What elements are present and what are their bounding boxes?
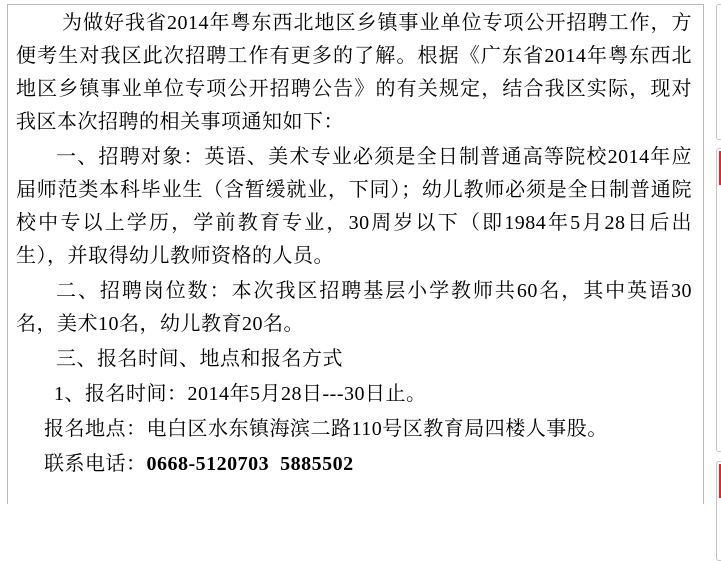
right-edge-card-middle [716, 148, 721, 452]
contact-phone-numbers: 0668-5120703 5885502 [146, 453, 354, 475]
paragraph-signup-section-heading: 三、报名时间、地点和报名方式 [56, 348, 343, 370]
right-edge-card-bottom [716, 461, 721, 561]
notice-document-panel [7, 4, 704, 504]
paragraph-intro: 为做好我省2014年粤东西北地区乡镇事业单位专项公开招聘工作，方便考生对我区此次招聘工作有更多的了解。根据《广东省2014年粤东西北地区乡镇事业单位专项公开招聘公告》的有关规定，结合我区实际，现对我区本次招聘的相关事项通知如下： [16, 12, 692, 133]
contact-phone-label: 联系电话： [44, 453, 147, 475]
paragraph-recruit-targets: 一、招聘对象：英语、美术专业必须是全日制普通高等院校2014年应届师范类本科毕业生（含暂缓就业，下同）；幼儿教师必须是全日制普通院校中专以上学历，学前教育专业，30周岁以下（即1984年5月28日后出生），并取得幼儿教师资格的人员。 [16, 146, 692, 267]
paragraph-signup-location: 报名地点：电白区水东镇海滨二路110号区教育局四楼人事股。 [44, 418, 608, 440]
paragraph-signup-time: 1、报名时间：2014年5月28日---30日止。 [54, 383, 427, 405]
right-edge-card-top [716, 4, 721, 140]
paragraph-position-count: 二、招聘岗位数：本次我区招聘基层小学教师共60名，其中英语30名，美术10名，幼儿教育20名。 [16, 280, 692, 335]
paragraph-contact-phone [16, 448, 692, 481]
